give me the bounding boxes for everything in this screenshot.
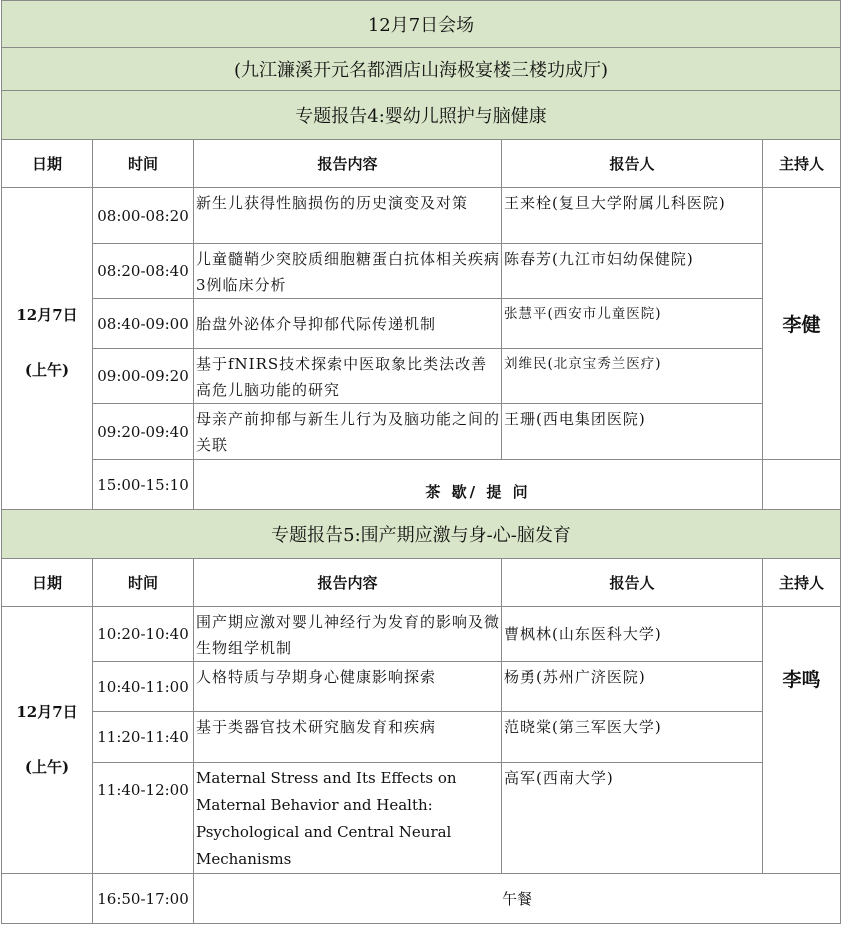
table-row	[2, 299, 841, 349]
talk-time: 10:20-10:40	[93, 607, 194, 662]
table-row	[2, 607, 841, 662]
talk-topic: 围产期应激对婴儿神经行为发育的影响及微生物组学机制	[194, 607, 502, 662]
session-host: 李鸣	[763, 607, 841, 874]
table-row	[2, 662, 841, 712]
header-time: 时间	[93, 140, 194, 188]
session-title: 专题报告4:婴幼儿照护与脑健康	[2, 91, 841, 140]
talk-topic: 胎盘外泌体介导抑郁代际传递机制	[194, 299, 502, 349]
header-host: 主持人	[763, 140, 841, 188]
break-time: 15:00-15:10	[93, 460, 194, 510]
header-content: 报告内容	[194, 140, 502, 188]
talk-speaker: 范晓棠(第三军医大学)	[502, 712, 763, 763]
session-title: 专题报告5:围产期应激与身-心-脑发育	[2, 510, 841, 559]
table-row	[2, 188, 841, 244]
talk-speaker: 高军(西南大学)	[502, 763, 763, 874]
talk-speaker: 刘维民(北京宝秀兰医疗)	[502, 349, 763, 404]
session-date: 12月7日	[16, 703, 78, 721]
table-row	[2, 712, 841, 763]
venue-title: 12月7日会场	[2, 1, 841, 48]
empty-cell	[2, 874, 93, 924]
break-row	[2, 874, 841, 924]
talk-time: 08:00-08:20	[93, 188, 194, 244]
session-host: 李健	[763, 188, 841, 460]
header-host: 主持人	[763, 559, 841, 607]
empty-cell	[763, 460, 841, 510]
talk-topic: 新生儿获得性脑损伤的历史演变及对策	[194, 188, 502, 244]
schedule-table	[1, 0, 841, 924]
talk-time: 08:40-09:00	[93, 299, 194, 349]
talk-speaker: 杨勇(苏州广济医院)	[502, 662, 763, 712]
header-time: 时间	[93, 559, 194, 607]
header-row	[2, 559, 841, 607]
header-content: 报告内容	[194, 559, 502, 607]
talk-topic: 儿童髓鞘少突胶质细胞糖蛋白抗体相关疾病3例临床分析	[194, 244, 502, 299]
table-row	[2, 763, 841, 874]
talk-topic: 母亲产前抑郁与新生儿行为及脑功能之间的关联	[194, 404, 502, 460]
session-date-cell	[2, 607, 93, 874]
talk-speaker: 张慧平(西安市儿童医院)	[502, 299, 763, 349]
talk-speaker: 曹枫林(山东医科大学)	[502, 607, 763, 662]
session-date: 12月7日	[16, 305, 78, 324]
talk-speaker: 陈春芳(九江市妇幼保健院)	[502, 244, 763, 299]
break-row	[2, 460, 841, 510]
talk-speaker: 王来栓(复旦大学附属儿科医院)	[502, 188, 763, 244]
header-speaker: 报告人	[502, 559, 763, 607]
talk-time: 10:40-11:00	[93, 662, 194, 712]
talk-time: 09:20-09:40	[93, 404, 194, 460]
break-label: 茶 歇/ 提 问	[194, 460, 763, 510]
table-row	[2, 404, 841, 460]
talk-topic: 人格特质与孕期身心健康影响探索	[194, 662, 502, 712]
session-period: (上午)	[24, 758, 70, 776]
venue-place: (九江濂溪开元名都酒店山海极宴楼三楼功成厅)	[2, 48, 841, 91]
table-row	[2, 244, 841, 299]
talk-time: 09:00-09:20	[93, 349, 194, 404]
talk-topic: 基于类器官技术研究脑发育和疾病	[194, 712, 502, 763]
talk-speaker: 王珊(西电集团医院)	[502, 404, 763, 460]
talk-topic: 基于fNIRS技术探索中医取象比类法改善高危儿脑功能的研究	[194, 349, 502, 404]
header-date: 日期	[2, 140, 93, 188]
talk-time: 11:40-12:00	[93, 763, 194, 874]
break-label: 午餐	[194, 874, 841, 924]
break-time: 16:50-17:00	[93, 874, 194, 924]
table-row	[2, 349, 841, 404]
header-speaker: 报告人	[502, 140, 763, 188]
header-row	[2, 140, 841, 188]
talk-topic: Maternal Stress and Its Effects on Maternal Behavior and Health: Psychological and Central Neural Mechanisms	[194, 763, 502, 874]
talk-time: 11:20-11:40	[93, 712, 194, 763]
session-date-cell	[2, 188, 93, 510]
session-period: (上午)	[24, 360, 70, 379]
header-date: 日期	[2, 559, 93, 607]
talk-time: 08:20-08:40	[93, 244, 194, 299]
